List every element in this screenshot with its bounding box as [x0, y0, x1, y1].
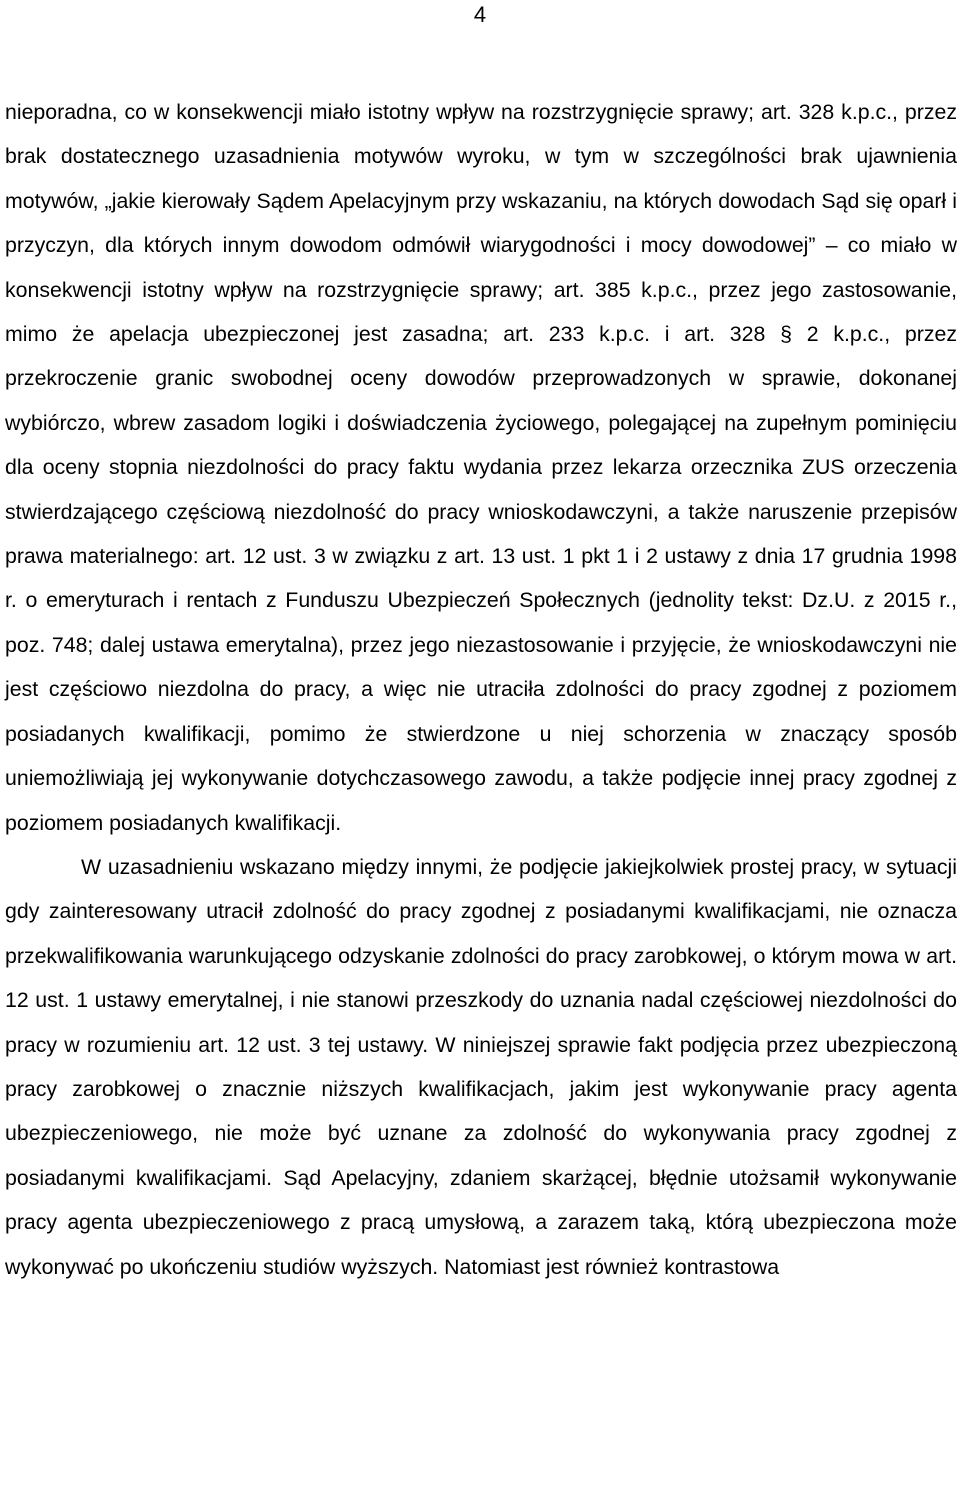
- paragraph-1: nieporadna, co w konsekwencji miało istotny wpływ na rozstrzygnięcie sprawy; art. 328 k.p.c., przez brak dostatecznego uzasadnienia motywów wyroku, w tym w szczególności brak ujawnienia motywów, „jakie kierowały Sądem Apelacyjnym przy wskazaniu, na których dowodach Sąd się oparł i przyczyn, dla których innym dowodom odmówił wiarygodności i mocy dowodowej” – co miało w konsekwencji istotny wpływ na rozstrzygnięcie sprawy; art. 385 k.p.c., przez jego zastosowanie, mimo że apelacja ubezpieczonej jest zasadna; art. 233 k.p.c. i art. 328 § 2 k.p.c., przez przekroczenie granic swobodnej oceny dowodów przeprowadzonych w sprawie, dokonanej wybiórczo, wbrew zasadom logiki i doświadczenia życiowego, polegającej na zupełnym pominięciu dla oceny stopnia niezdolności do pracy faktu wydania przez lekarza orzecznika ZUS orzeczenia stwierdzającego częściową niezdolność do pracy wnioskodawczyni, a także naruszenie przepisów prawa materialnego: art. 12 ust. 3 w związku z art. 13 ust. 1 pkt 1 i 2 ustawy z dnia 17 grudnia 1998 r. o emeryturach i rentach z Funduszu Ubezpieczeń Społecznych (jednolity tekst: Dz.U. z 2015 r., poz. 748; dalej ustawa emerytalna), przez jego niezastosowanie i przyjęcie, że wnioskodawczyni nie jest częściowo niezdolna do pracy, a więc nie utraciła zdolności do pracy zgodnej z poziomem posiadanych kwalifikacji, pomimo że stwierdzone u niej schorzenia w znaczący sposób uniemożliwiają jej wykonywanie dotychczasowego zawodu, a także podjęcie innej pracy zgodnej z poziomem posiadanych kwalifikacji.: [5, 100, 957, 835]
- paragraph-2: W uzasadnieniu wskazano między innymi, że podjęcie jakiejkolwiek prostej pracy, w sytuacji gdy zainteresowany utracił zdolność do pracy zgodnej z posiadanymi kwalifikacjami, nie oznacza przekwalifikowania warunkującego odzyskanie zdolności do pracy zarobkowej, o którym mowa w art. 12 ust. 1 ustawy emerytalnej, i nie stanowi przeszkody do uznania nadal częściowej niezdolności do pracy w rozumieniu art. 12 ust. 3 tej ustawy. W niniejszej sprawie fakt podjęcia przez ubezpieczoną pracy zarobkowej o znacznie niższych kwalifikacjach, jakim jest wykonywanie pracy agenta ubezpieczeniowego, nie może być uznane za zdolność do wykonywania pracy zgodnej z posiadanymi kwalifikacjami. Sąd Apelacyjny, zdaniem skarżącej, błędnie utożsamił wykonywanie pracy agenta ubezpieczeniowego z pracą umysłową, a zarazem taką, którą ubezpieczona może wykonywać po ukończeniu studiów wyższych. Natomiast jest również kontrastowa: [5, 854, 957, 1279]
- document-body: [5, 90, 957, 1289]
- page-number: 4: [473, 2, 487, 27]
